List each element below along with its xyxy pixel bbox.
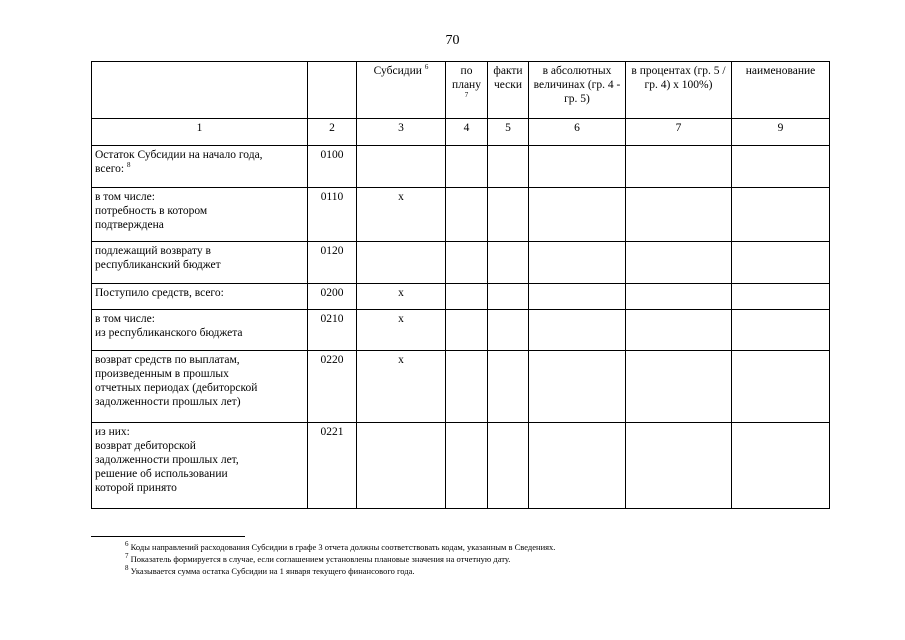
empty-cell: [488, 284, 529, 310]
empty-cell: [529, 310, 626, 351]
footnote: [125, 553, 555, 565]
row-label-line: в том числе:: [95, 313, 155, 325]
row-col3-value: [357, 242, 446, 284]
table-row: [92, 242, 830, 284]
footnote-text: Указывается сумма остатка Субсидии на 1 января текущего финансового года.: [130, 566, 415, 576]
row-code: 0221: [308, 423, 357, 509]
empty-cell: [446, 284, 488, 310]
footnote-mark: 7: [125, 552, 129, 561]
row-label: [92, 146, 308, 188]
header-col-4: [446, 62, 488, 119]
header-col-1: [92, 62, 308, 119]
row-label-line: возврат средств по выплатам,: [95, 354, 240, 366]
table-row: [92, 188, 830, 242]
row-code: 0200: [308, 284, 357, 310]
header-col-2: [308, 62, 357, 119]
empty-cell: [488, 310, 529, 351]
row-col3-value: x: [357, 284, 446, 310]
empty-cell: [626, 310, 732, 351]
header-col-7: в процентах (гр. 5 / гр. 4) x 100%): [626, 62, 732, 119]
footnote: [125, 541, 555, 553]
page-number: 70: [445, 33, 460, 48]
row-label-line: решение об использовании: [95, 468, 228, 480]
empty-cell: [488, 423, 529, 509]
column-number: 4: [446, 119, 488, 146]
row-code: 0220: [308, 351, 357, 423]
column-number: 9: [732, 119, 830, 146]
row-label-line: всего:: [95, 163, 125, 175]
table-row: [92, 351, 830, 423]
empty-cell: [732, 284, 830, 310]
row-label-line: произведенным в прошлых: [95, 368, 229, 380]
empty-cell: [626, 423, 732, 509]
empty-cell: [732, 146, 830, 188]
empty-cell: [529, 242, 626, 284]
row-label-line: Поступило средств, всего:: [95, 287, 224, 299]
row-col3-value: x: [357, 310, 446, 351]
column-number-row: [92, 119, 830, 146]
row-label-line: из них:: [95, 426, 130, 438]
row-label: [92, 242, 308, 284]
row-label: [92, 284, 308, 310]
row-label-line: отчетных периодах (дебиторской: [95, 382, 258, 394]
empty-cell: [488, 242, 529, 284]
empty-cell: [626, 242, 732, 284]
column-number: 3: [357, 119, 446, 146]
row-code: 0120: [308, 242, 357, 284]
empty-cell: [529, 188, 626, 242]
footnote-ref-7: 7: [464, 91, 469, 100]
row-label-line: возврат дебиторской: [95, 440, 196, 452]
empty-cell: [446, 188, 488, 242]
empty-cell: [488, 146, 529, 188]
row-label-line: которой принято: [95, 482, 177, 494]
column-number: 6: [529, 119, 626, 146]
row-label-line: потребность в котором: [95, 205, 208, 217]
empty-cell: [446, 423, 488, 509]
table-row: [92, 146, 830, 188]
row-label: [92, 188, 308, 242]
row-col3-value: x: [357, 351, 446, 423]
empty-cell: [626, 188, 732, 242]
row-label: [92, 351, 308, 423]
row-label-line: задолженности прошлых лет,: [95, 454, 239, 466]
empty-cell: [732, 310, 830, 351]
empty-cell: [488, 188, 529, 242]
empty-cell: [626, 146, 732, 188]
row-label-line: республиканский бюджет: [95, 259, 221, 271]
header-row: [92, 62, 830, 119]
row-col3-value: [357, 146, 446, 188]
row-label-line: Остаток Субсидии на начало года,: [95, 149, 263, 161]
row-code: 0100: [308, 146, 357, 188]
table-row: [92, 310, 830, 351]
empty-cell: [446, 242, 488, 284]
empty-cell: [529, 146, 626, 188]
footnote: [125, 565, 555, 577]
empty-cell: [732, 188, 830, 242]
header-col-8: наименование: [732, 62, 830, 119]
row-col3-value: x: [357, 188, 446, 242]
empty-cell: [626, 284, 732, 310]
row-label-line: задолженности прошлых лет): [95, 396, 241, 408]
row-code: 0210: [308, 310, 357, 351]
empty-cell: [626, 351, 732, 423]
row-label-line: подлежащий возврату в: [95, 245, 211, 257]
empty-cell: [529, 351, 626, 423]
footnote-mark: 6: [125, 540, 129, 549]
empty-cell: [446, 351, 488, 423]
row-label: [92, 310, 308, 351]
column-number: 1: [92, 119, 308, 146]
header-col-4-label: по плану: [452, 65, 481, 91]
footnote-ref-6: 6: [424, 63, 429, 72]
footnote-divider: [91, 536, 245, 537]
column-number: 5: [488, 119, 529, 146]
row-code: 0110: [308, 188, 357, 242]
header-col-3: [357, 62, 446, 119]
empty-cell: [529, 284, 626, 310]
empty-cell: [732, 351, 830, 423]
empty-cell: [446, 310, 488, 351]
row-label: [92, 423, 308, 509]
footnote-text: Коды направлений расходования Субсидии в графе 3 отчета должны соответствовать кодам, указанным в Сведениях.: [130, 542, 556, 552]
row-label-line: из республиканского бюджета: [95, 327, 243, 339]
footnotes: [125, 541, 555, 577]
empty-cell: [446, 146, 488, 188]
column-number: 7: [626, 119, 732, 146]
row-col3-value: [357, 423, 446, 509]
column-number: 2: [308, 119, 357, 146]
header-col-3-label: Субсидии: [373, 65, 422, 77]
header-col-6: в абсолютных величинах (гр. 4 - гр. 5): [529, 62, 626, 119]
footnote-mark: 8: [125, 564, 129, 573]
row-label-line: в том числе:: [95, 191, 155, 203]
empty-cell: [529, 423, 626, 509]
header-col-5: факти чески: [488, 62, 529, 119]
row-label-line: подтверждена: [95, 219, 164, 231]
footnote-ref-8: 8: [126, 161, 131, 170]
empty-cell: [732, 242, 830, 284]
empty-cell: [732, 423, 830, 509]
table-row: [92, 423, 830, 509]
empty-cell: [488, 351, 529, 423]
report-table: [91, 61, 830, 509]
table-row: [92, 284, 830, 310]
footnote-text: Показатель формируется в случае, если соглашением установлены плановые значения на отчетную дату.: [130, 554, 511, 564]
